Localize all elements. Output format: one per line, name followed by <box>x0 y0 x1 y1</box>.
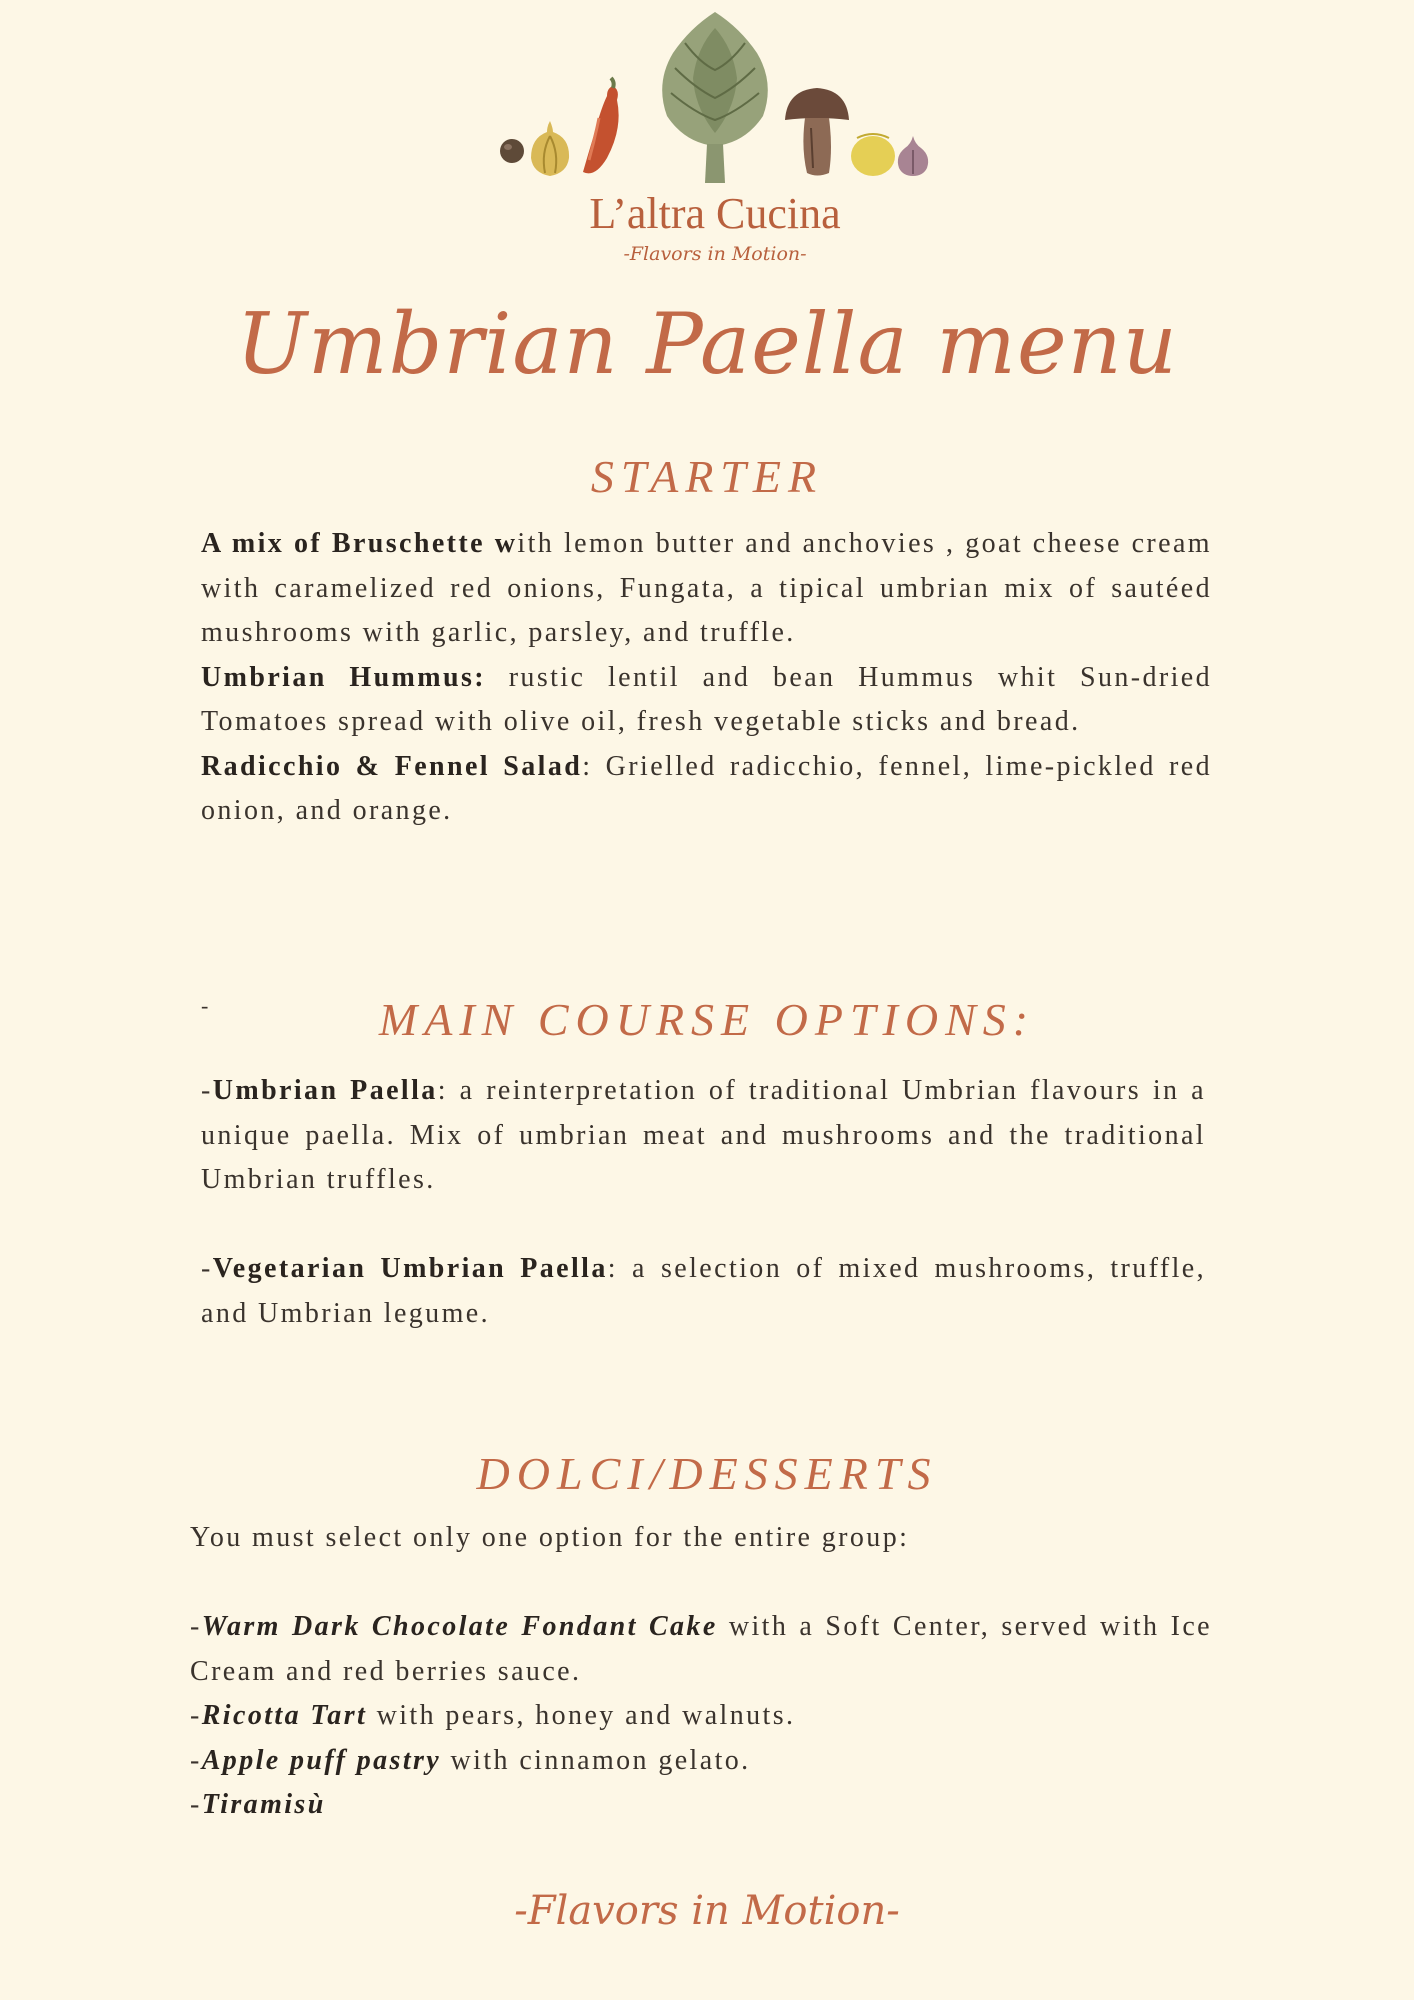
dessert-item-name: Apple puff pastry <box>201 1744 442 1776</box>
starter-item-name: Umbrian Hummus: <box>201 661 486 693</box>
main-course-item: -Umbrian Paella: a reinterpretation of traditional Umbrian flavours in a unique paella. Mix of umbrian meat and mushrooms and the traditional Umbrian truffles. <box>201 1075 1206 1195</box>
starter-item <box>201 745 1212 834</box>
brand-name: L’altra Cucina <box>589 189 841 238</box>
menu-title: Umbrian Paella menu <box>236 295 1178 393</box>
starter-item-description: rustic lentil and bean Hummus whit Sun-dried Tomatoes spread with olive oil, fresh vegetable sticks and bread. <box>201 661 1212 737</box>
main-course-item: -Vegetarian Umbrian Paella: a selection of mixed mushrooms, truffle, and Umbrian legume. <box>201 1253 1206 1329</box>
artichoke-icon <box>662 12 768 183</box>
dessert-item-name: Ricotta Tart <box>201 1700 368 1731</box>
starter-heading: STARTER <box>590 451 824 502</box>
dessert-item-description: with cinnamon gelato. <box>441 1744 751 1776</box>
main-course-item-description: : a selection of mixed mushrooms, truffle, and Umbrian legume. <box>201 1253 1206 1329</box>
dessert-item-name: Tiramisù <box>201 1789 326 1820</box>
starter-items <box>201 522 1212 834</box>
dessert-item-description: with pears, honey and walnuts. <box>367 1700 796 1731</box>
stray-dash: - <box>201 993 209 1018</box>
starter-item-name: Radicchio & Fennel Salad <box>201 750 583 782</box>
garlic-icon <box>898 136 928 176</box>
mushroom-icon <box>785 88 849 176</box>
main-course-items <box>201 1069 1206 1336</box>
brand-logo <box>495 8 935 278</box>
vegetables-illustration <box>495 8 935 198</box>
footer-tagline: -Flavors in Motion- <box>514 1888 900 1934</box>
lemon-icon <box>851 134 895 176</box>
dessert-item: -Apple puff pastry with cinnamon gelato. <box>190 1744 751 1776</box>
dessert-item: -Warm Dark Chocolate Fondant Cake with a Soft Center, served with Ice Cream and red berries sauce. <box>190 1611 1212 1687</box>
dessert-item-description: with a Soft Center, served with Ice Cream and red berries sauce. <box>190 1611 1212 1687</box>
main-course-item-name: Umbrian Paella <box>212 1075 438 1106</box>
dessert-item: -Ricotta Tart with pears, honey and walnuts. <box>190 1700 796 1731</box>
main-course-item-description: : a reinterpretation of traditional Umbrian flavours in a unique paella. Mix of umbrian meat and mushrooms and the traditional Umbrian truffles. <box>201 1075 1206 1195</box>
peppercorn-icon <box>500 139 524 163</box>
starter-item-description: ith lemon butter and anchovies , goat cheese cream with caramelized red onions, Fungata, a tipical umbrian mix of sautéed mushrooms with garlic, parsley, and truffle. <box>201 528 1212 648</box>
starter-item-description: : Grielled radicchio, fennel, lime-pickled red onion, and orange. <box>201 750 1212 826</box>
main-course-item-name: Vegetarian Umbrian Paella <box>212 1253 608 1284</box>
starter-item <box>201 522 1212 656</box>
brand-tagline: -Flavors in Motion- <box>623 243 807 265</box>
desserts-items <box>190 1516 1212 1828</box>
desserts-note: You must select only one option for the entire group: <box>190 1522 910 1553</box>
starter-item <box>201 656 1212 745</box>
desserts-heading: DOLCI/DESSERTS <box>476 1448 938 1499</box>
dessert-item: -Tiramisù <box>190 1789 326 1820</box>
main-course-heading: MAIN COURSE OPTIONS: <box>378 994 1036 1045</box>
dessert-item-name: Warm Dark Chocolate Fondant Cake <box>201 1611 718 1642</box>
starter-item-name: A mix of Bruschette w <box>201 528 518 559</box>
onion-icon <box>531 121 569 176</box>
chili-pepper-icon <box>583 78 619 173</box>
